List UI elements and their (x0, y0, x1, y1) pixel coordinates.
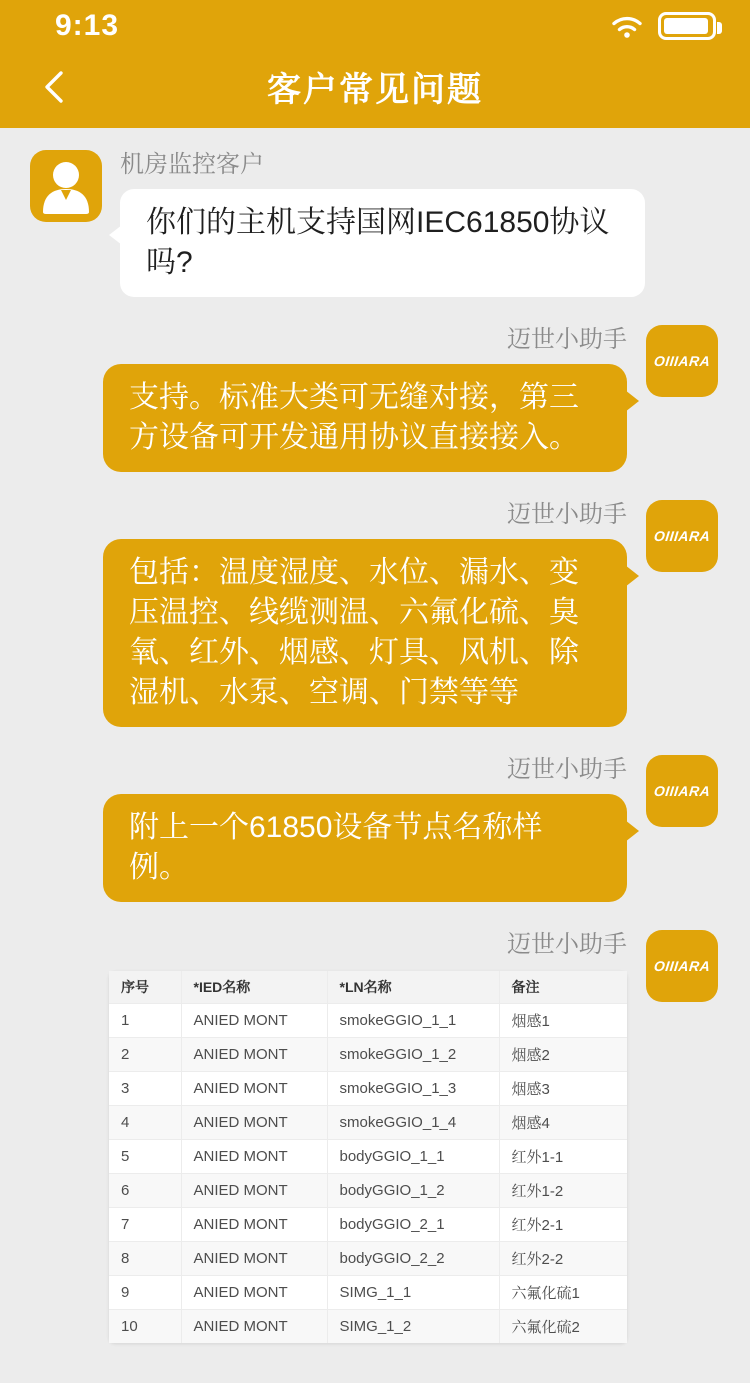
table-cell: 红外2-1 (499, 1208, 627, 1242)
omara-logo: OIIIARA (652, 353, 712, 369)
table-cell: 烟感3 (499, 1072, 627, 1106)
table-cell: 红外1-1 (499, 1140, 627, 1174)
table-row (109, 1242, 627, 1276)
assistant-name: 迈世小助手 (507, 931, 627, 958)
customer-message-group (30, 150, 718, 297)
table-cell: smokeGGIO_1_1 (327, 1004, 499, 1038)
table-cell: ANIED MONT (181, 1276, 327, 1310)
table-header-cell: 备注 (499, 971, 627, 1004)
table-cell: smokeGGIO_1_3 (327, 1072, 499, 1106)
table-cell: bodyGGIO_1_1 (327, 1140, 499, 1174)
customer-message-content (120, 150, 645, 297)
table-header-row (109, 971, 627, 1004)
assistant-bubble: 包括：温度湿度、水位、漏水、变压温控、线缆测温、六氟化硫、臭氧、红外、烟感、灯具、风机、除湿机、水泵、空调、门禁等等 (103, 539, 627, 727)
status-bar (0, 0, 750, 45)
table-row (109, 1310, 627, 1344)
table-cell: 8 (109, 1242, 181, 1276)
table-cell: 烟感4 (499, 1106, 627, 1140)
table-cell: ANIED MONT (181, 1310, 327, 1344)
table-cell: 六氟化硫1 (499, 1276, 627, 1310)
table-cell: 5 (109, 1140, 181, 1174)
status-time: 9:13 (55, 8, 120, 42)
omara-logo: OIIIARA (652, 528, 712, 544)
battery-nub (717, 22, 722, 34)
chevron-left-icon (43, 70, 65, 104)
battery-icon (658, 12, 716, 40)
assistant-message-content (30, 500, 627, 727)
assistant-name: 迈世小助手 (507, 326, 627, 353)
table-header-cell: 序号 (109, 971, 181, 1004)
table-cell: 六氟化硫2 (499, 1310, 627, 1344)
table-cell: ANIED MONT (181, 1038, 327, 1072)
page-title: 客户常见问题 (267, 71, 483, 109)
table-header-cell: *LN名称 (327, 971, 499, 1004)
assistant-message-content (30, 325, 627, 472)
assistant-avatar (646, 930, 718, 1002)
table-cell: 2 (109, 1038, 181, 1072)
table-cell: 烟感2 (499, 1038, 627, 1072)
table-cell: smokeGGIO_1_2 (327, 1038, 499, 1072)
table-cell: ANIED MONT (181, 1140, 327, 1174)
table-cell: ANIED MONT (181, 1072, 327, 1106)
assistant-name: 迈世小助手 (507, 756, 627, 783)
table-cell: 9 (109, 1276, 181, 1310)
table-cell: 4 (109, 1106, 181, 1140)
table-cell: smokeGGIO_1_4 (327, 1106, 499, 1140)
battery-level (664, 18, 708, 34)
assistant-message-content (30, 930, 627, 1343)
assistant-message-group (30, 500, 718, 727)
table-cell: SIMG_1_2 (327, 1310, 499, 1344)
table-cell: 10 (109, 1310, 181, 1344)
person-icon (30, 150, 102, 222)
table-cell: 1 (109, 1004, 181, 1038)
customer-name: 机房监控客户 (120, 151, 264, 178)
table-row (109, 1140, 627, 1174)
table-row (109, 1174, 627, 1208)
table-cell: SIMG_1_1 (327, 1276, 499, 1310)
assistant-table-group (30, 930, 718, 1343)
customer-bubble: 你们的主机支持国网IEC61850协议吗? (120, 189, 645, 297)
top-bar (0, 0, 750, 128)
table-cell: bodyGGIO_1_2 (327, 1174, 499, 1208)
table-cell: ANIED MONT (181, 1004, 327, 1038)
table-cell: ANIED MONT (181, 1208, 327, 1242)
table-row (109, 1208, 627, 1242)
status-icons (610, 12, 716, 40)
back-button[interactable] (34, 67, 74, 107)
table-cell: ANIED MONT (181, 1242, 327, 1276)
assistant-avatar (646, 500, 718, 572)
customer-avatar (30, 150, 102, 222)
chat-area (0, 128, 750, 1383)
table-cell: ANIED MONT (181, 1106, 327, 1140)
table-cell: ANIED MONT (181, 1174, 327, 1208)
ln-sample-table (109, 971, 627, 1343)
assistant-message-content (30, 755, 627, 902)
omara-logo: OIIIARA (652, 783, 712, 799)
assistant-avatar (646, 325, 718, 397)
ln-sample-table-card (109, 971, 627, 1343)
table-row (109, 1072, 627, 1106)
table-cell: 7 (109, 1208, 181, 1242)
table-cell: bodyGGIO_2_2 (327, 1242, 499, 1276)
table-row (109, 1038, 627, 1072)
wifi-icon (610, 13, 644, 39)
assistant-message-group (30, 755, 718, 902)
assistant-avatar (646, 755, 718, 827)
table-cell: 6 (109, 1174, 181, 1208)
table-cell: 红外2-2 (499, 1242, 627, 1276)
assistant-name: 迈世小助手 (507, 501, 627, 528)
table-cell: 3 (109, 1072, 181, 1106)
table-cell: 烟感1 (499, 1004, 627, 1038)
table-header-cell: *IED名称 (181, 971, 327, 1004)
table-row (109, 1004, 627, 1038)
assistant-bubble: 附上一个61850设备节点名称样例。 (103, 794, 627, 902)
nav-bar (0, 45, 750, 128)
assistant-bubble: 支持。标准大类可无缝对接，第三方设备可开发通用协议直接接入。 (103, 364, 627, 472)
table-cell: 红外1-2 (499, 1174, 627, 1208)
table-row (109, 1276, 627, 1310)
table-cell: bodyGGIO_2_1 (327, 1208, 499, 1242)
omara-logo: OIIIARA (652, 958, 712, 974)
table-row (109, 1106, 627, 1140)
assistant-message-group (30, 325, 718, 472)
